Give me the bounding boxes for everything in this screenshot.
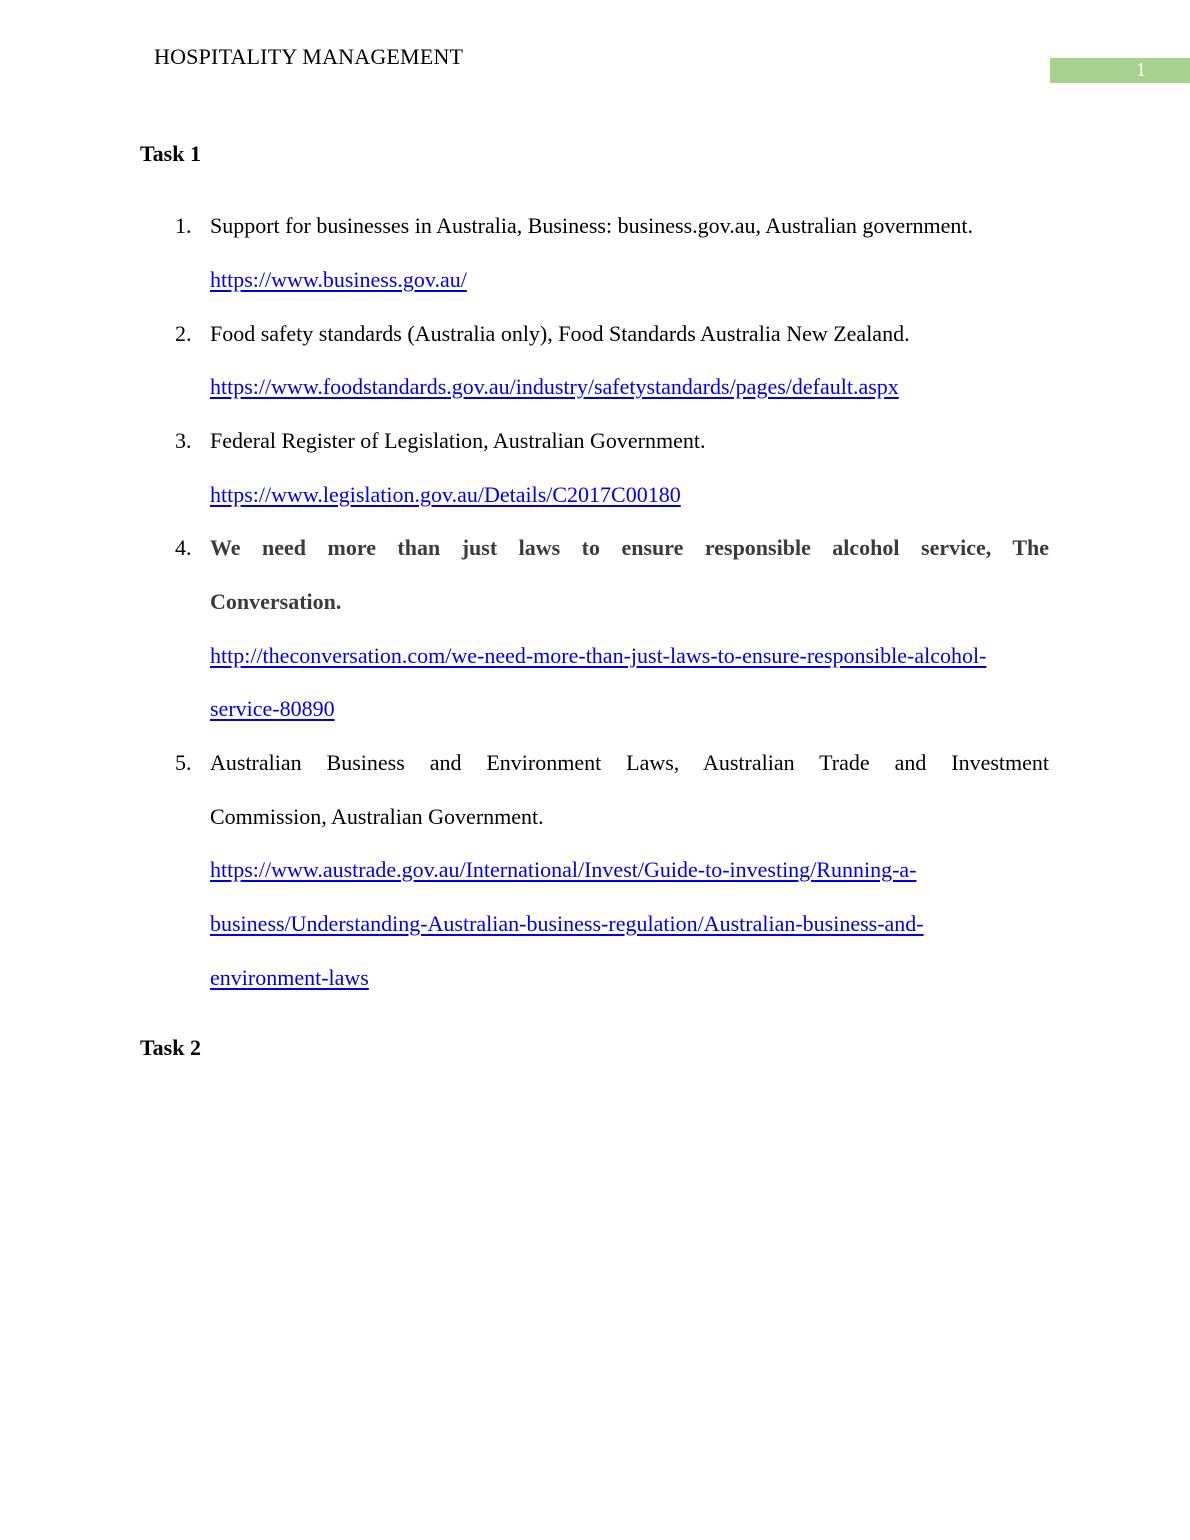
reference-link[interactable]: business/Understanding-Australian-business-regulation/Australian-business-and- — [210, 911, 924, 936]
task-1-heading: Task 1 — [140, 141, 201, 166]
page-number-badge — [1050, 58, 1190, 83]
reference-number: 5. — [175, 750, 192, 775]
reference-title: Food safety standards (Australia only), Food Standards Australia New Zealand. — [210, 321, 910, 346]
reference-link[interactable]: service-80890 — [210, 696, 335, 721]
reference-link[interactable]: environment-laws — [210, 965, 369, 990]
reference-link-line — [210, 856, 1049, 884]
page-number: 1 — [1136, 59, 1146, 81]
reference-link-line — [210, 695, 1049, 723]
reference-link[interactable]: http://theconversation.com/we-need-more-than-just-laws-to-ensure-responsible-alcohol- — [210, 643, 987, 668]
reference-title-line: Conversation. — [210, 589, 342, 614]
reference-number: 2. — [175, 321, 192, 346]
reference-number: 3. — [175, 428, 192, 453]
reference-link[interactable]: https://www.business.gov.au/ — [210, 267, 467, 292]
reference-title-line: We need more than just laws to ensure responsible alcohol service, The — [210, 535, 1049, 560]
reference-title: Federal Register of Legislation, Australian Government. — [210, 428, 706, 453]
reference-link[interactable]: https://www.legislation.gov.au/Details/C2017C00180 — [210, 482, 681, 507]
reference-number: 1. — [175, 213, 192, 238]
reference-link[interactable]: https://www.austrade.gov.au/International/Invest/Guide-to-investing/Running-a- — [210, 857, 917, 882]
reference-link-line — [210, 481, 1049, 509]
reference-number: 4. — [175, 535, 192, 560]
reference-link-line — [210, 266, 1049, 294]
reference-link-line — [210, 642, 1049, 670]
running-header: HOSPITALITY MANAGEMENT — [154, 44, 464, 69]
reference-link[interactable]: https://www.foodstandards.gov.au/industry/safetystandards/pages/default.aspx — [210, 374, 899, 399]
reference-link-line — [210, 910, 1049, 938]
reference-title-line: Commission, Australian Government. — [210, 804, 544, 829]
reference-title-line: Australian Business and Environment Laws, Australian Trade and Investment — [210, 750, 1049, 775]
task-2-heading: Task 2 — [140, 1035, 201, 1060]
reference-title: Support for businesses in Australia, Business: business.gov.au, Australian government. — [210, 213, 974, 238]
reference-link-line — [210, 964, 1049, 992]
reference-link-line — [210, 373, 1049, 401]
